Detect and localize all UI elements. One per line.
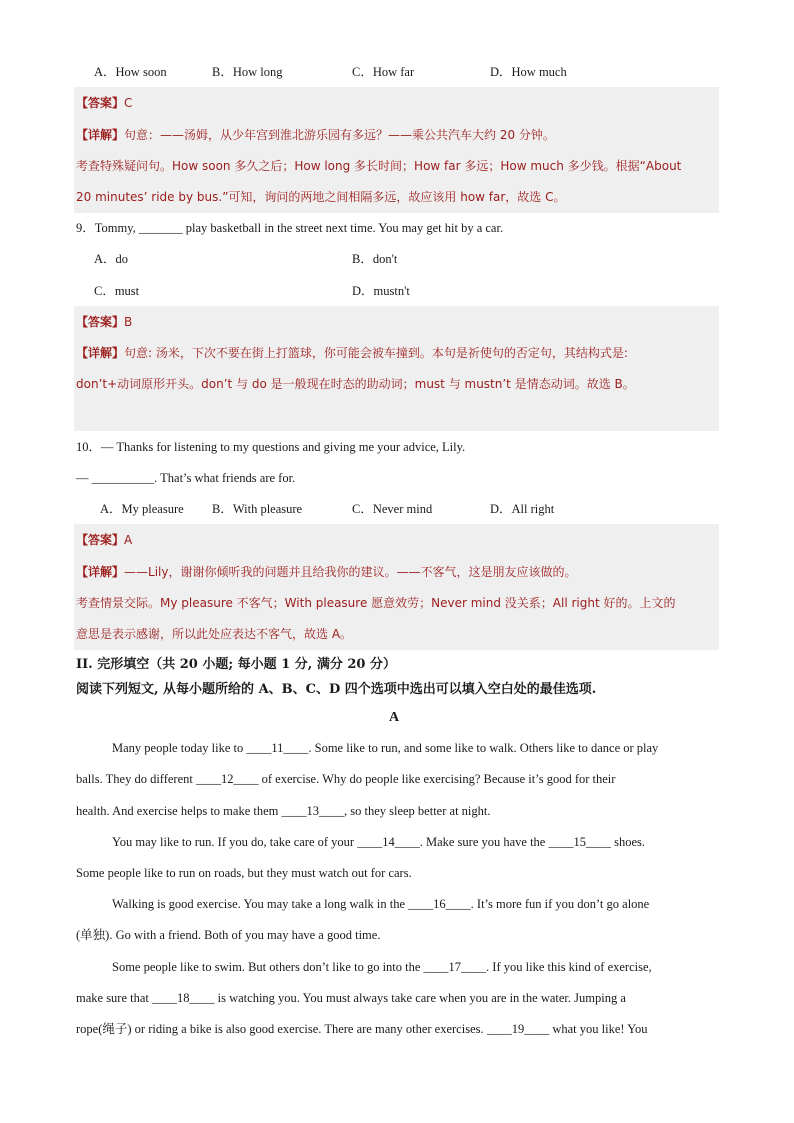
q9-option-b: B．don't <box>352 252 398 266</box>
q9-detail-1: 句意: 汤米，下次不要在街上打篮球，你可能会被车撞到。本句是祈使句的否定句，其结构式是: <box>124 346 628 360</box>
passage-line: balls. They do different ____12____ of exercise. Why do people like exercising? Because it’s good for their <box>76 772 616 786</box>
passage-line: rope(绳子) or riding a bike is also good exercise. There are many other exercises. ____19____ what you like! You <box>76 1022 648 1036</box>
q9-option-d: D．mustn't <box>352 284 410 298</box>
q10-detail-3: 意思是表示感谢，所以此处应表达不客气，故选 A。 <box>76 627 353 641</box>
q9-answer-line <box>76 314 132 330</box>
q10-option-b: B．With pleasure <box>212 502 303 516</box>
section-heading: II. 完形填空（共 20 小题; 每小题 1 分, 满分 20 分） <box>76 657 396 672</box>
q8-option-b: B．How long <box>212 65 283 79</box>
q10-option-d: D．All right <box>490 502 555 516</box>
detail-tag: 【详解】 <box>76 565 125 579</box>
q10-answer: A <box>124 533 133 547</box>
q8-option-d: D．How much <box>490 65 567 79</box>
q10-detail-line-1 <box>76 564 576 580</box>
q10-stem-2: — __________. That’s what friends are for. <box>76 471 296 485</box>
q9-option-c: C．must <box>94 284 140 298</box>
passage-line: Walking is good exercise. You may take a long walk in the ____16____. It’s more fun if you don’t go alone <box>112 897 650 911</box>
q10-option-a: A．My pleasure <box>100 502 184 516</box>
q8-answer: C <box>124 96 133 110</box>
q10-answer-line <box>76 532 132 548</box>
q8-detail-1: 句意：——汤姆，从少年宫到淮北游乐园有多远？——乘公共汽车大约 20 分钟。 <box>124 128 555 142</box>
q9-option-a: A．do <box>94 252 129 266</box>
q9-detail-line-1 <box>76 345 628 361</box>
answer-tag: 【答案】 <box>76 315 125 329</box>
q10-stem-1: 10．— Thanks for listening to my questions and giving me your advice, Lily. <box>76 440 466 454</box>
q8-option-c: C．How far <box>352 65 415 79</box>
answer-tag: 【答案】 <box>76 533 125 547</box>
passage-line: Many people today like to ____11____. Some like to run, and some like to walk. Others like to dance or play <box>112 741 659 755</box>
section-instruction: 阅读下列短文, 从每小题所给的 A、B、C、D 四个选项中选出可以填入空白处的最佳选项. <box>76 682 597 697</box>
q8-answer-line <box>76 95 132 111</box>
detail-tag: 【详解】 <box>76 346 125 360</box>
q8-detail-3: 20 minutes’ ride by bus.”可知，询问的两地之间相隔多远，故应该用 how far，故选 C。 <box>76 190 566 204</box>
q10-detail-2: 考查情景交际。My pleasure 不客气；With pleasure 愿意效劳；Never mind 没关系；All right 好的。上文的 <box>76 596 676 610</box>
passage-line: (单独). Go with a friend. Both of you may have a good time. <box>76 928 381 942</box>
passage-line: make sure that ____18____ is watching you. You must always take care when you are in the water. Jumping a <box>76 991 626 1005</box>
q10-detail-1: ——Lily，谢谢你倾听我的问题并且给我你的建议。——不客气，这是朋友应该做的。 <box>124 565 577 579</box>
passage-line: health. And exercise helps to make them ____13____, so they sleep better at night. <box>76 804 491 818</box>
passage-line: Some people like to swim. But others don’t like to go into the ____17____. If you like this kind of exercise, <box>112 960 652 974</box>
q9-answer-box <box>74 306 719 431</box>
passage-line: Some people like to run on roads, but they must watch out for cars. <box>76 866 412 880</box>
q10-option-c: C．Never mind <box>352 502 433 516</box>
passage-label: A <box>389 710 400 725</box>
q8-detail-line-1 <box>76 127 555 143</box>
passage-line: You may like to run. If you do, take care of your ____14____. Make sure you have the ____15____ shoes. <box>112 835 646 849</box>
q9-answer: B <box>124 315 133 329</box>
q8-detail-2: 考查特殊疑问句。How soon 多久之后；How long 多长时间；How far 多远；How much 多少钱。根据“About <box>76 159 682 173</box>
detail-tag: 【详解】 <box>76 128 125 142</box>
q8-option-a: A．How soon <box>94 65 167 79</box>
q9-detail-2: don’t+动词原形开头。don’t 与 do 是一般现在时态的助动词；must 与 mustn’t 是情态动词。故选 B。 <box>76 377 635 391</box>
q9-stem: 9．Tommy, _______ play basketball in the street next time. You may get hit by a car. <box>76 221 504 235</box>
answer-tag: 【答案】 <box>76 96 125 110</box>
